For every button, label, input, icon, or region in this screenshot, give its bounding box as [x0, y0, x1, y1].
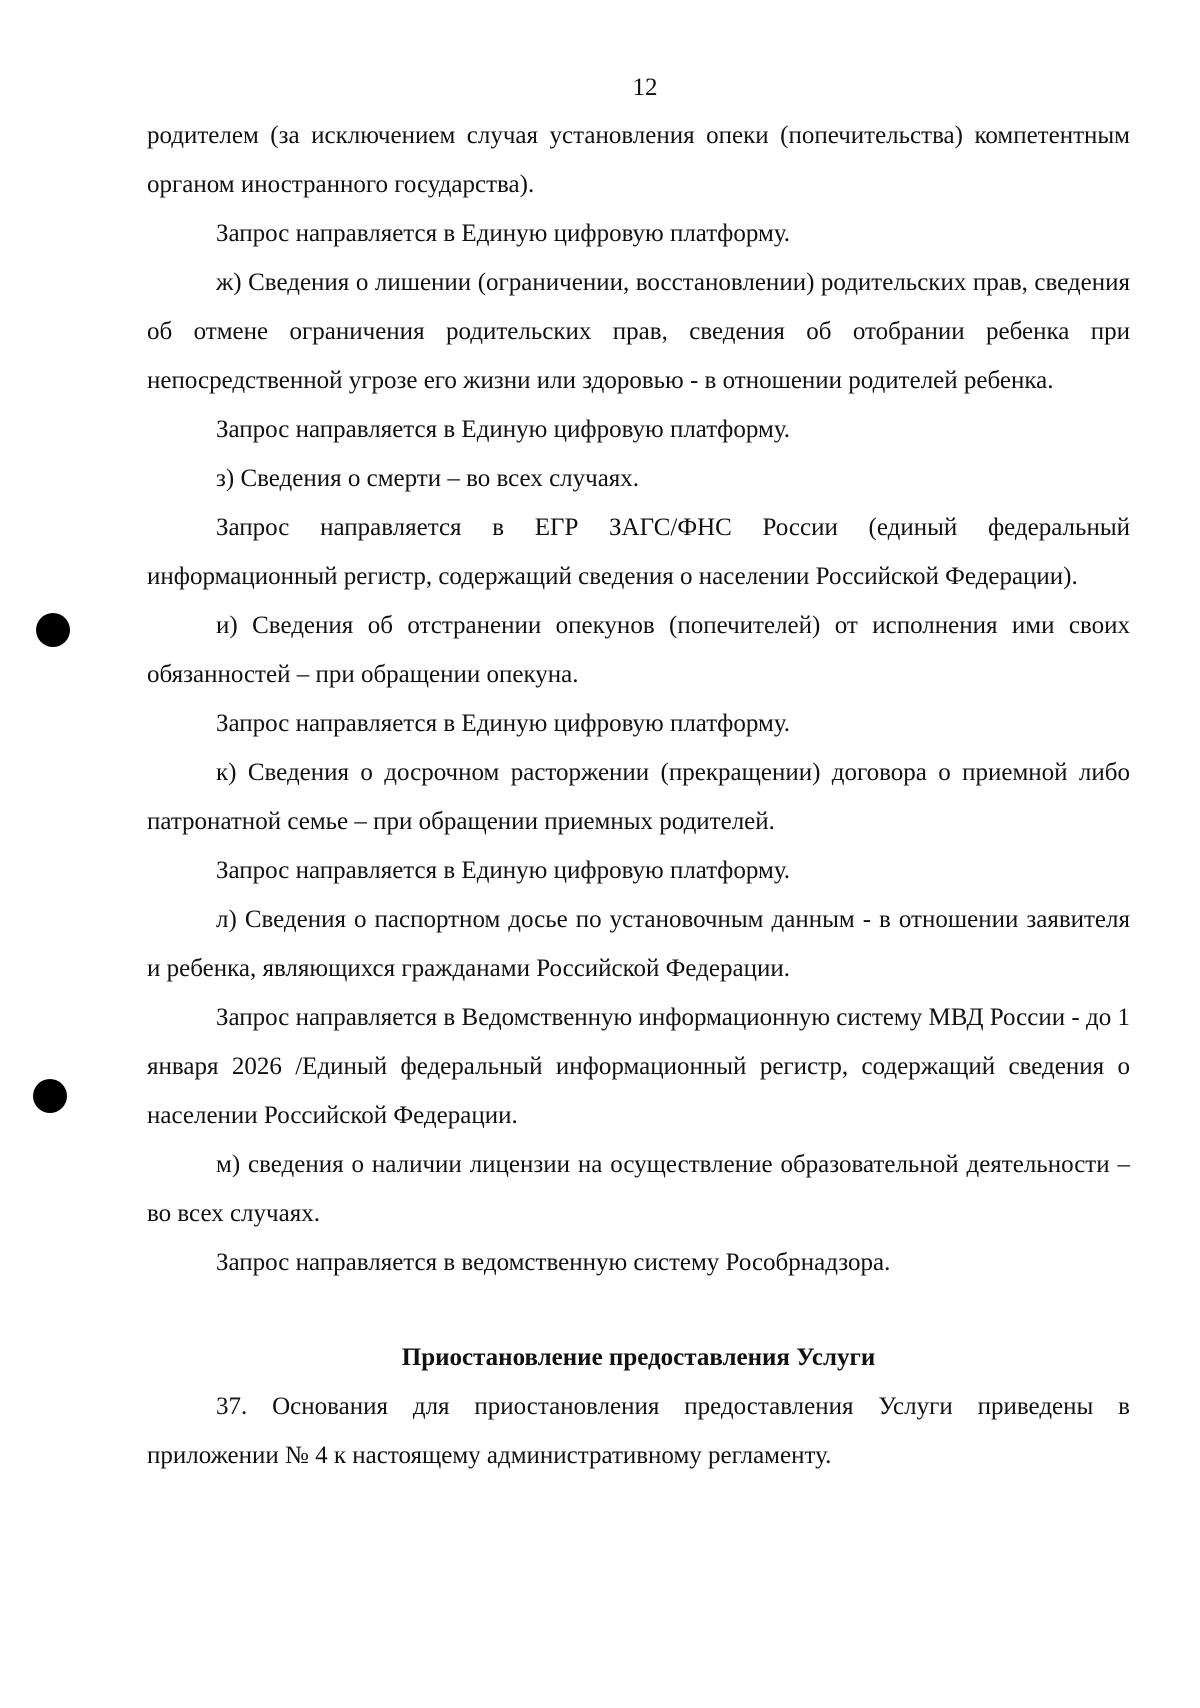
- paragraph: м) сведения о наличии лицензии на осуществление образовательной деятельности – во всех случаях.: [147, 1151, 1130, 1227]
- paragraph: л) Сведения о паспортном досье по установочным данным - в отношении заявителя и ребенка, являющихся гражданами Российской Федерации.: [147, 906, 1130, 982]
- punch-hole-mark: [33, 1079, 67, 1113]
- section-heading: Приостановление предоставления Услуги: [401, 1344, 876, 1371]
- page-number: 12: [632, 74, 658, 101]
- document-body: [147, 111, 1130, 1480]
- paragraph: Запрос направляется в Единую цифровую платформу.: [216, 710, 791, 737]
- paragraph: Запрос направляется в Единую цифровую платформу.: [216, 857, 791, 884]
- paragraph: Запрос направляется в ЕГР ЗАГС/ФНС России (единый федеральный информационный регистр, содержащий сведения о населении Российской Федерации).: [147, 514, 1130, 590]
- paragraph: и) Сведения об отстранении опекунов (попечителей) от исполнения ими своих обязанностей – при обращении опекуна.: [147, 612, 1130, 688]
- paragraph: Запрос направляется в Единую цифровую платформу.: [216, 416, 791, 443]
- paragraph: Запрос направляется в Ведомственную информационную систему МВД России - до 1 января 2026 /Единый федеральный информационный регистр, содержащий сведения о населении Российской Федерации.: [147, 1004, 1130, 1129]
- paragraph: к) Сведения о досрочном расторжении (прекращении) договора о приемной либо патронатной семье – при обращении приемных родителей.: [147, 759, 1130, 835]
- paragraph: Запрос направляется в ведомственную систему Рособрнадзора.: [216, 1249, 891, 1276]
- paragraph: Запрос направляется в Единую цифровую платформу.: [216, 220, 791, 247]
- paragraph: 37. Основания для приостановления предоставления Услуги приведены в приложении № 4 к настоящему административному регламенту.: [147, 1393, 1130, 1469]
- paragraph: родителем (за исключением случая установления опеки (попечительства) компетентным органом иностранного государства).: [147, 122, 1130, 198]
- paragraph: з) Сведения о смерти – во всех случаях.: [216, 465, 640, 492]
- paragraph: ж) Сведения о лишении (ограничении, восстановлении) родительских прав, сведения об отмене ограничения родительских прав, сведения об отобрании ребенка при непосредственной угрозе его жизни или здоровью - в отношении родителей ребенка.: [147, 269, 1130, 394]
- punch-hole-mark: [36, 613, 70, 647]
